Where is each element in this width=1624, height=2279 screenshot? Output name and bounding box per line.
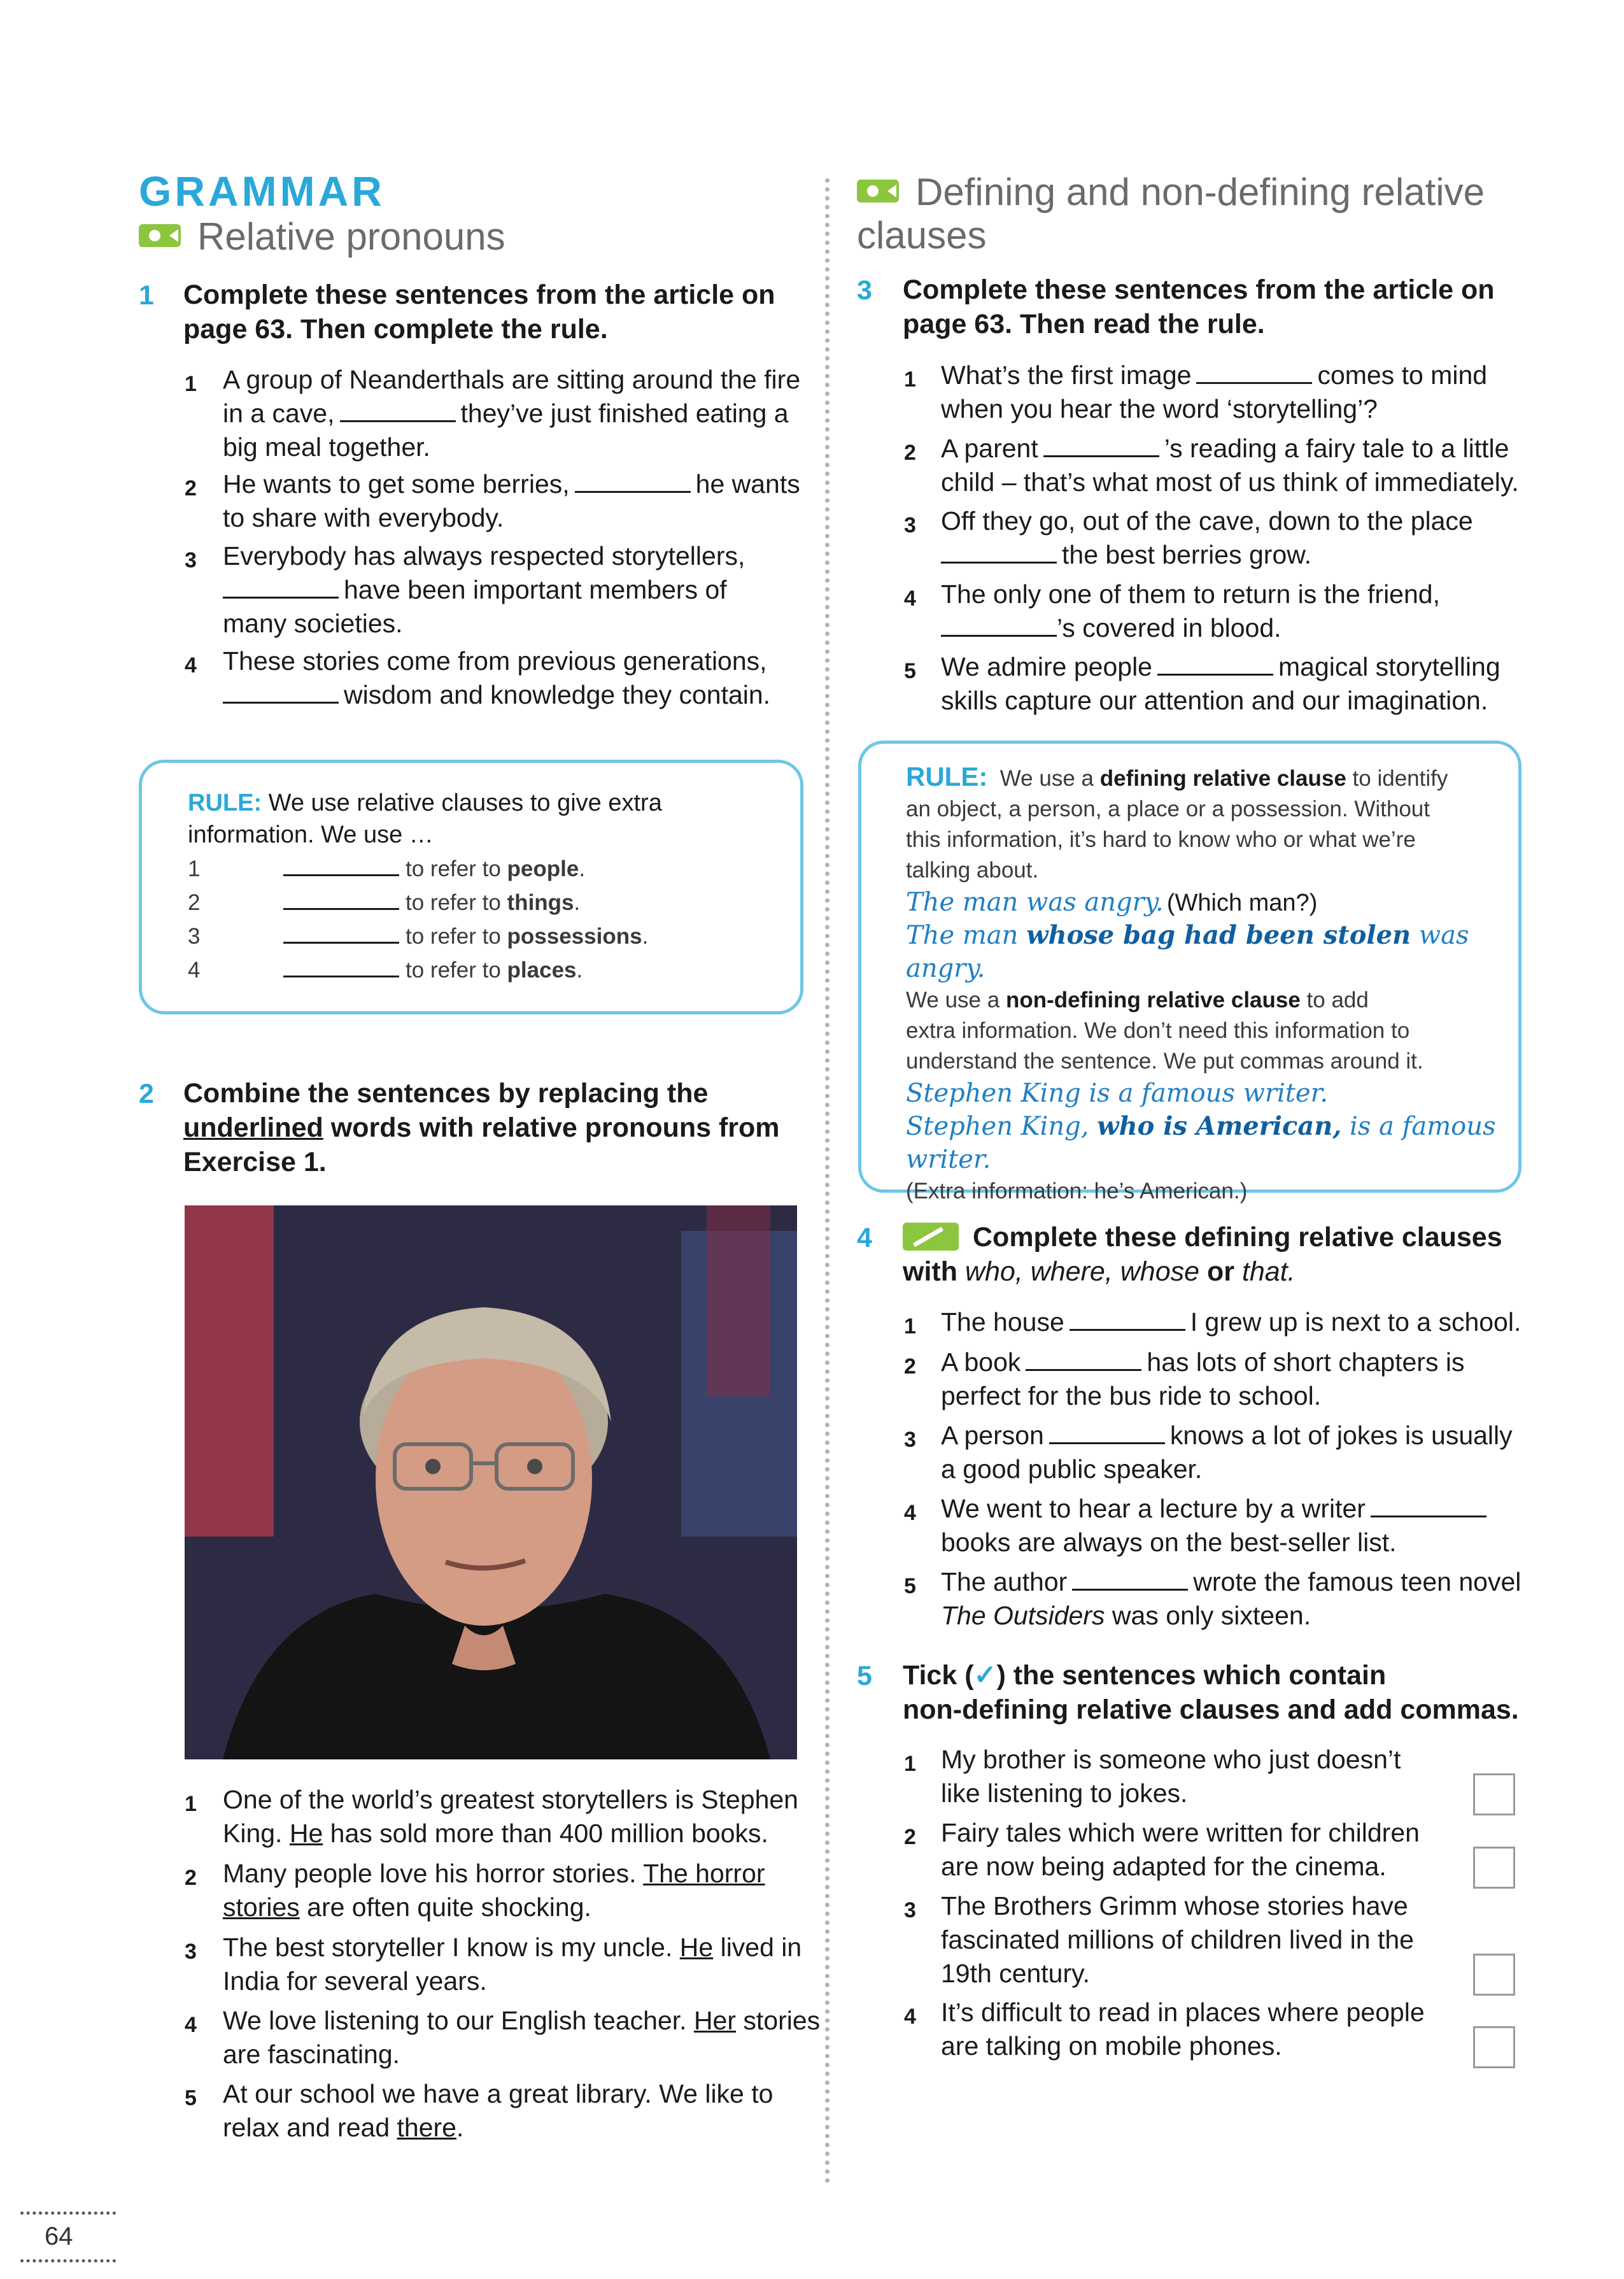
answer-blank[interactable] xyxy=(1070,1328,1185,1331)
rule-box-relative-pronouns: RULE: We use relative clauses to give extra information. We use … 1 to refer to people. 2 to refer to things. 3 to refer to possessions. 4 to refer to places. xyxy=(139,760,803,1014)
answer-blank[interactable] xyxy=(941,634,1057,637)
portrait-photo xyxy=(185,1205,797,1759)
exercise-1-item: These stories come from previous generations, wisdom and knowledge they contain. xyxy=(223,646,771,709)
item-number: 2 xyxy=(904,441,916,465)
answer-blank[interactable] xyxy=(1026,1368,1141,1371)
exercise-5-item: The Brothers Grimm whose stories have fascinated millions of children lived in the 19th century. xyxy=(941,1891,1414,1988)
exercise-4-item: A person knows a lot of jokes is usually a good public speaker. xyxy=(941,1421,1513,1484)
exercise-3-item: The only one of them to return is the friend, ’s covered in blood. xyxy=(941,579,1440,643)
exercise-2-instruction: Combine the sentences by replacing the underlined words with relative pronouns from Exercise 1. xyxy=(183,1078,780,1177)
rule-box-defining-clauses: RULE: We use a defining relative clause to identify an object, a person, a place or a possession. Without this information, it’s hard to know who or what we’re talking about. The man was angry. (Which man?) The man whose bag had been stolen was angry. We use a non-defining relative clause to add extra information. We don’t need this information to understand the sentence. We put commas around it. Stephen King is a famous writer. Stephen King, who is American, is a famous writer. (Extra information: he’s American.) xyxy=(858,741,1522,1193)
exercise-4-item: The author wrote the famous teen novel The Outsiders was only sixteen. xyxy=(941,1567,1522,1630)
exercise-number: 3 xyxy=(857,275,872,306)
exercise-5-item: My brother is someone who just doesn’t like listening to jokes. xyxy=(941,1745,1401,1808)
answer-blank[interactable] xyxy=(1371,1515,1486,1517)
exercise-1-item: A group of Neanderthals are sitting around the fire in a cave, they’ve just finished eating a big meal together. xyxy=(223,365,801,462)
item-number: 2 xyxy=(904,1354,916,1379)
answer-blank[interactable] xyxy=(340,420,456,422)
answer-blank[interactable] xyxy=(575,490,691,493)
exercise-3-item: A parent ’s reading a fairy tale to a little child – that’s what most of us think of immediately. xyxy=(941,434,1519,497)
video-icon xyxy=(857,180,899,202)
exercise-4-item: We went to hear a lecture by a writer books are always on the best-seller list. xyxy=(941,1492,1492,1559)
page-number-dots-top xyxy=(20,2212,116,2215)
item-number: 1 xyxy=(185,372,197,396)
example-sentence: The man whose bag had been stolen was angry. xyxy=(906,920,1469,983)
exercise-number: 1 xyxy=(139,280,154,311)
exercise-4-instruction: Complete these defining relative clauses with who, where, whose or that. xyxy=(903,1222,1502,1287)
exercise-2-item: We love listening to our English teacher. Her stories are fascinating. xyxy=(223,2006,821,2069)
pencil-icon xyxy=(903,1223,959,1251)
answer-blank[interactable] xyxy=(283,874,399,876)
item-number: 3 xyxy=(185,1940,197,1964)
portrait-illustration xyxy=(185,1205,797,1759)
section-title-relative-pronouns: Relative pronouns xyxy=(139,215,505,259)
exercise-1-instruction: Complete these sentences from the article on page 63. Then complete the rule. xyxy=(183,280,775,344)
exercise-1-item: Everybody has always respected storytellers, have been important members of many societies. xyxy=(223,541,745,638)
answer-blank[interactable] xyxy=(1043,455,1159,457)
item-number: 3 xyxy=(904,513,916,537)
example-sentence: Stephen King, who is American, is a famous writer. xyxy=(906,1111,1496,1174)
item-number: 2 xyxy=(185,476,197,501)
tick-checkbox[interactable] xyxy=(1473,1773,1515,1815)
answer-blank[interactable] xyxy=(941,561,1057,564)
item-number: 1 xyxy=(185,1792,197,1816)
example-sentence: The man was angry. xyxy=(906,888,1164,917)
item-number: 1 xyxy=(904,367,916,392)
section-title-defining-clauses: Defining and non-defining relative clauses xyxy=(857,171,1485,257)
exercise-3-item: We admire people magical storytelling skills capture our attention and our imagination. xyxy=(941,652,1500,715)
exercise-1-item: He wants to get some berries, he wants to share with everybody. xyxy=(223,469,800,532)
answer-blank[interactable] xyxy=(223,596,339,599)
tick-icon: ✓ xyxy=(973,1660,997,1691)
page-number-dots-bottom xyxy=(20,2259,116,2262)
item-number: 5 xyxy=(185,2086,197,2110)
item-number: 3 xyxy=(185,548,197,572)
rule-label: RULE: xyxy=(906,762,988,792)
item-number: 5 xyxy=(904,659,916,683)
tick-checkbox[interactable] xyxy=(1473,2026,1515,2068)
item-number: 4 xyxy=(185,2013,197,2037)
item-number: 1 xyxy=(904,1314,916,1338)
answer-blank[interactable] xyxy=(223,701,339,704)
exercise-5-item: It’s difficult to read in places where people are talking on mobile phones. xyxy=(941,1998,1425,2061)
item-number: 3 xyxy=(904,1428,916,1452)
item-number: 4 xyxy=(185,653,197,678)
exercise-2-item: Many people love his horror stories. The horror stories are often quite shocking. xyxy=(223,1859,765,1922)
item-number: 4 xyxy=(904,586,916,611)
video-icon xyxy=(139,224,181,247)
tick-checkbox[interactable] xyxy=(1473,1847,1515,1889)
exercise-3-instruction: Complete these sentences from the article on page 63. Then read the rule. xyxy=(903,274,1495,339)
answer-blank[interactable] xyxy=(1049,1442,1165,1444)
grammar-heading: GRAMMAR xyxy=(139,167,385,215)
item-number: 1 xyxy=(904,1752,916,1776)
exercise-5-instruction: Tick (✓) the sentences which contain non-defining relative clauses and add commas. xyxy=(903,1660,1519,1725)
exercise-4-item: The house I grew up is next to a school. xyxy=(941,1307,1522,1337)
answer-blank[interactable] xyxy=(1072,1588,1188,1591)
item-number: 5 xyxy=(904,1574,916,1598)
answer-blank[interactable] xyxy=(283,975,399,977)
exercise-3-item: What’s the first image comes to mind when you hear the word ‘storytelling’? xyxy=(941,360,1488,423)
page-number: 64 xyxy=(45,2222,73,2250)
item-number: 3 xyxy=(904,1898,916,1922)
item-number: 2 xyxy=(185,1866,197,1890)
exercise-number: 4 xyxy=(857,1223,872,1253)
item-number: 4 xyxy=(904,1501,916,1525)
answer-blank[interactable] xyxy=(1196,381,1312,384)
rule-label: RULE: xyxy=(188,790,262,816)
tick-checkbox[interactable] xyxy=(1473,1954,1515,1996)
answer-blank[interactable] xyxy=(1157,673,1273,676)
exercise-5-item: Fairy tales which were written for children are now being adapted for the cinema. xyxy=(941,1818,1420,1881)
item-number: 2 xyxy=(904,1825,916,1849)
answer-blank[interactable] xyxy=(283,941,399,944)
exercise-2-item: The best storyteller I know is my uncle. He lived in India for several years. xyxy=(223,1933,802,1996)
exercise-3-item: Off they go, out of the cave, down to the place the best berries grow. xyxy=(941,506,1473,569)
exercise-number: 5 xyxy=(857,1661,872,1691)
exercise-2-item: At our school we have a great library. We like to relax and read there. xyxy=(223,2079,773,2142)
column-divider xyxy=(825,178,830,2184)
rule-list: 1 to refer to people. 2 to refer to things. 3 to refer to possessions. 4 to refer to places. xyxy=(188,856,649,983)
exercise-2-item: One of the world’s greatest storytellers is Stephen King. He has sold more than 400 million books. xyxy=(223,1785,798,1848)
item-number: 4 xyxy=(904,2005,916,2029)
example-sentence: Stephen King is a famous writer. xyxy=(906,1079,1329,1108)
exercise-4-item: A book has lots of short chapters is perfect for the bus ride to school. xyxy=(941,1347,1465,1410)
answer-blank[interactable] xyxy=(283,907,399,910)
exercise-number: 2 xyxy=(139,1079,154,1109)
